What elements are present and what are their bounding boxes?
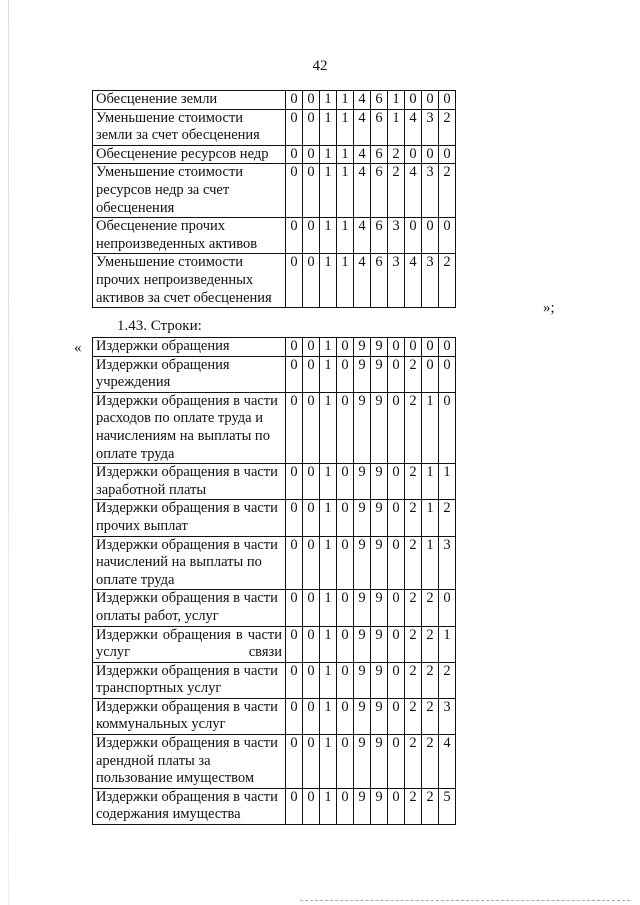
code-digit: 0 — [439, 392, 456, 463]
code-digit: 4 — [354, 91, 371, 110]
table-row — [93, 338, 456, 357]
row-label: Издержки обращения в части начислений на выплаты по оплате труда — [93, 536, 286, 590]
row-label: Обесценение ресурсов недр — [93, 145, 286, 164]
code-digit: 2 — [405, 356, 422, 392]
code-digit: 1 — [320, 662, 337, 698]
code-digit: 0 — [388, 590, 405, 626]
code-digit: 9 — [371, 536, 388, 590]
code-digit: 9 — [371, 735, 388, 789]
code-digit: 2 — [439, 500, 456, 536]
code-digit: 1 — [422, 392, 439, 463]
code-digit: 1 — [337, 145, 354, 164]
row-label: Уменьшение стоимости земли за счет обесценения — [93, 109, 286, 145]
code-digit: 0 — [286, 392, 303, 463]
code-digit: 0 — [286, 109, 303, 145]
code-digit: 5 — [439, 788, 456, 824]
table-row — [93, 91, 456, 110]
table-row — [93, 590, 456, 626]
code-digit: 6 — [371, 254, 388, 308]
code-digit: 0 — [388, 662, 405, 698]
code-digit: 0 — [303, 145, 320, 164]
code-digit: 3 — [422, 164, 439, 218]
opening-quote: « — [74, 340, 82, 356]
table-row — [93, 500, 456, 536]
code-digit: 0 — [286, 91, 303, 110]
code-digit: 0 — [439, 356, 456, 392]
code-digit: 0 — [388, 338, 405, 357]
code-digit: 0 — [388, 392, 405, 463]
code-digit: 9 — [354, 590, 371, 626]
code-digit: 2 — [405, 392, 422, 463]
code-digit: 4 — [354, 218, 371, 254]
code-digit: 2 — [405, 536, 422, 590]
code-digit: 9 — [354, 735, 371, 789]
code-digit: 0 — [303, 788, 320, 824]
code-digit: 0 — [422, 218, 439, 254]
table-row — [93, 164, 456, 218]
table-row — [93, 392, 456, 463]
code-digit: 9 — [354, 662, 371, 698]
code-digit: 1 — [320, 590, 337, 626]
code-digit: 0 — [286, 356, 303, 392]
code-digit: 1 — [320, 356, 337, 392]
code-digit: 0 — [303, 109, 320, 145]
code-digit: 4 — [354, 254, 371, 308]
code-digit: 6 — [371, 145, 388, 164]
row-label: Издержки обращения в части заработной платы — [93, 464, 286, 500]
code-digit: 1 — [320, 500, 337, 536]
code-table-second — [92, 337, 456, 825]
row-label: Издержки обращения в части прочих выплат — [93, 500, 286, 536]
code-digit: 1 — [320, 735, 337, 789]
code-digit: 0 — [405, 338, 422, 357]
code-digit: 9 — [354, 500, 371, 536]
row-label: Уменьшение стоимости ресурсов недр за счет обесценения — [93, 164, 286, 218]
code-digit: 0 — [286, 164, 303, 218]
code-digit: 1 — [422, 500, 439, 536]
code-digit: 0 — [422, 356, 439, 392]
table-row — [93, 735, 456, 789]
code-digit: 4 — [354, 109, 371, 145]
code-digit: 6 — [371, 91, 388, 110]
code-digit: 0 — [286, 254, 303, 308]
code-digit: 2 — [405, 788, 422, 824]
code-digit: 9 — [371, 392, 388, 463]
code-digit: 2 — [439, 662, 456, 698]
table-row — [93, 626, 456, 662]
code-digit: 0 — [337, 464, 354, 500]
code-digit: 0 — [439, 91, 456, 110]
code-digit: 1 — [320, 464, 337, 500]
code-digit: 1 — [320, 164, 337, 218]
code-digit: 9 — [371, 698, 388, 734]
row-label: Издержки обращения — [93, 338, 286, 357]
code-digit: 1 — [388, 109, 405, 145]
code-digit: 0 — [303, 164, 320, 218]
code-digit: 0 — [337, 536, 354, 590]
code-digit: 3 — [422, 254, 439, 308]
code-digit: 2 — [422, 698, 439, 734]
code-digit: 0 — [337, 626, 354, 662]
code-digit: 2 — [405, 662, 422, 698]
code-digit: 1 — [320, 109, 337, 145]
code-digit: 0 — [286, 735, 303, 789]
code-digit: 2 — [388, 145, 405, 164]
code-digit: 3 — [388, 254, 405, 308]
code-digit: 0 — [286, 145, 303, 164]
code-digit: 4 — [439, 735, 456, 789]
code-digit: 4 — [405, 254, 422, 308]
code-digit: 2 — [422, 735, 439, 789]
code-digit: 0 — [303, 698, 320, 734]
code-digit: 9 — [371, 626, 388, 662]
row-label: Издержки обращения в части услуг связи — [93, 626, 286, 662]
code-digit: 1 — [337, 218, 354, 254]
code-digit: 0 — [303, 662, 320, 698]
code-digit: 2 — [388, 164, 405, 218]
code-digit: 0 — [303, 626, 320, 662]
row-label: Издержки обращения в части расходов по оплате труда и начислениям на выплаты по оплате труда — [93, 392, 286, 463]
code-digit: 2 — [422, 662, 439, 698]
code-digit: 9 — [371, 662, 388, 698]
code-digit: 0 — [286, 500, 303, 536]
code-digit: 1 — [337, 254, 354, 308]
code-digit: 1 — [422, 464, 439, 500]
code-digit: 0 — [439, 590, 456, 626]
closing-quote: »; — [543, 300, 555, 316]
code-table-first — [92, 90, 456, 308]
code-digit: 0 — [286, 788, 303, 824]
row-label: Издержки обращения в части арендной платы за пользование имуществом — [93, 735, 286, 789]
code-digit: 0 — [337, 662, 354, 698]
code-digit: 9 — [354, 356, 371, 392]
code-digit: 0 — [337, 735, 354, 789]
code-digit: 0 — [303, 392, 320, 463]
code-digit: 0 — [337, 356, 354, 392]
code-digit: 1 — [320, 91, 337, 110]
table-row — [93, 254, 456, 308]
code-digit: 1 — [320, 218, 337, 254]
code-digit: 4 — [405, 164, 422, 218]
code-digit: 9 — [354, 788, 371, 824]
code-digit: 1 — [320, 626, 337, 662]
code-digit: 0 — [388, 698, 405, 734]
code-digit: 9 — [354, 464, 371, 500]
code-digit: 9 — [354, 698, 371, 734]
table-row — [93, 464, 456, 500]
table-row — [93, 218, 456, 254]
code-digit: 2 — [405, 590, 422, 626]
code-digit: 1 — [320, 145, 337, 164]
row-label: Издержки обращения учреждения — [93, 356, 286, 392]
code-digit: 9 — [371, 356, 388, 392]
code-digit: 9 — [354, 536, 371, 590]
code-digit: 3 — [422, 109, 439, 145]
code-digit: 0 — [337, 590, 354, 626]
code-digit: 0 — [422, 91, 439, 110]
row-label: Издержки обращения в части транспортных услуг — [93, 662, 286, 698]
code-digit: 0 — [303, 735, 320, 789]
code-digit: 0 — [303, 254, 320, 308]
code-digit: 1 — [422, 536, 439, 590]
code-digit: 3 — [388, 218, 405, 254]
code-digit: 0 — [439, 218, 456, 254]
page-number: 42 — [312, 58, 328, 74]
code-digit: 0 — [303, 500, 320, 536]
section-heading: 1.43. Строки: — [117, 318, 202, 334]
code-digit: 6 — [371, 164, 388, 218]
code-digit: 0 — [388, 735, 405, 789]
row-label: Издержки обращения в части оплаты работ, услуг — [93, 590, 286, 626]
code-digit: 0 — [439, 145, 456, 164]
table-row — [93, 145, 456, 164]
code-digit: 0 — [286, 218, 303, 254]
code-digit: 0 — [303, 464, 320, 500]
row-label: Обесценение земли — [93, 91, 286, 110]
scan-bottom-edge — [300, 900, 630, 902]
code-digit: 2 — [405, 698, 422, 734]
code-digit: 0 — [388, 464, 405, 500]
code-digit: 1 — [320, 338, 337, 357]
scan-edge — [8, 0, 9, 905]
table-row — [93, 788, 456, 824]
code-digit: 6 — [371, 218, 388, 254]
code-digit: 4 — [405, 109, 422, 145]
code-digit: 1 — [337, 164, 354, 218]
code-digit: 1 — [388, 91, 405, 110]
code-digit: 0 — [337, 392, 354, 463]
code-digit: 2 — [422, 788, 439, 824]
code-digit: 2 — [405, 500, 422, 536]
table-row — [93, 109, 456, 145]
code-digit: 3 — [439, 536, 456, 590]
code-digit: 0 — [337, 500, 354, 536]
code-digit: 9 — [354, 392, 371, 463]
code-digit: 0 — [303, 356, 320, 392]
row-label: Обесценение прочих непроизведенных активов — [93, 218, 286, 254]
code-digit: 0 — [303, 338, 320, 357]
code-digit: 2 — [405, 626, 422, 662]
code-digit: 0 — [422, 338, 439, 357]
code-digit: 0 — [388, 536, 405, 590]
code-digit: 0 — [405, 91, 422, 110]
code-digit: 2 — [439, 254, 456, 308]
code-digit: 0 — [303, 536, 320, 590]
code-digit: 9 — [371, 788, 388, 824]
code-digit: 0 — [286, 464, 303, 500]
code-digit: 0 — [388, 356, 405, 392]
code-digit: 9 — [354, 338, 371, 357]
code-digit: 0 — [286, 536, 303, 590]
code-digit: 1 — [320, 698, 337, 734]
code-digit: 6 — [371, 109, 388, 145]
code-digit: 0 — [303, 590, 320, 626]
code-digit: 2 — [439, 164, 456, 218]
code-digit: 0 — [388, 626, 405, 662]
code-digit: 1 — [320, 536, 337, 590]
code-digit: 2 — [422, 590, 439, 626]
code-digit: 0 — [337, 338, 354, 357]
row-label: Издержки обращения в части содержания имущества — [93, 788, 286, 824]
code-digit: 4 — [354, 145, 371, 164]
code-digit: 0 — [405, 218, 422, 254]
code-digit: 1 — [337, 91, 354, 110]
code-digit: 0 — [286, 590, 303, 626]
code-digit: 1 — [320, 392, 337, 463]
code-digit: 0 — [303, 218, 320, 254]
table-row — [93, 536, 456, 590]
code-digit: 1 — [439, 464, 456, 500]
code-digit: 1 — [320, 254, 337, 308]
code-digit: 0 — [286, 626, 303, 662]
code-digit: 9 — [371, 338, 388, 357]
code-digit: 0 — [388, 788, 405, 824]
table-row — [93, 662, 456, 698]
code-digit: 0 — [439, 338, 456, 357]
table-row — [93, 356, 456, 392]
row-label: Издержки обращения в части коммунальных услуг — [93, 698, 286, 734]
code-digit: 4 — [354, 164, 371, 218]
code-digit: 0 — [286, 698, 303, 734]
code-digit: 9 — [371, 464, 388, 500]
code-digit: 2 — [405, 735, 422, 789]
row-label: Уменьшение стоимости прочих непроизведенных активов за счет обесценения — [93, 254, 286, 308]
code-digit: 2 — [422, 626, 439, 662]
code-digit: 0 — [337, 788, 354, 824]
code-digit: 1 — [320, 788, 337, 824]
code-digit: 1 — [439, 626, 456, 662]
code-digit: 9 — [354, 626, 371, 662]
code-digit: 0 — [405, 145, 422, 164]
code-digit: 2 — [439, 109, 456, 145]
code-digit: 9 — [371, 590, 388, 626]
code-digit: 2 — [405, 464, 422, 500]
code-digit: 0 — [286, 338, 303, 357]
code-digit: 0 — [337, 698, 354, 734]
code-digit: 1 — [337, 109, 354, 145]
code-digit: 0 — [303, 91, 320, 110]
code-digit: 3 — [439, 698, 456, 734]
code-digit: 0 — [388, 500, 405, 536]
code-digit: 0 — [422, 145, 439, 164]
code-digit: 9 — [371, 500, 388, 536]
table-row — [93, 698, 456, 734]
code-digit: 0 — [286, 662, 303, 698]
